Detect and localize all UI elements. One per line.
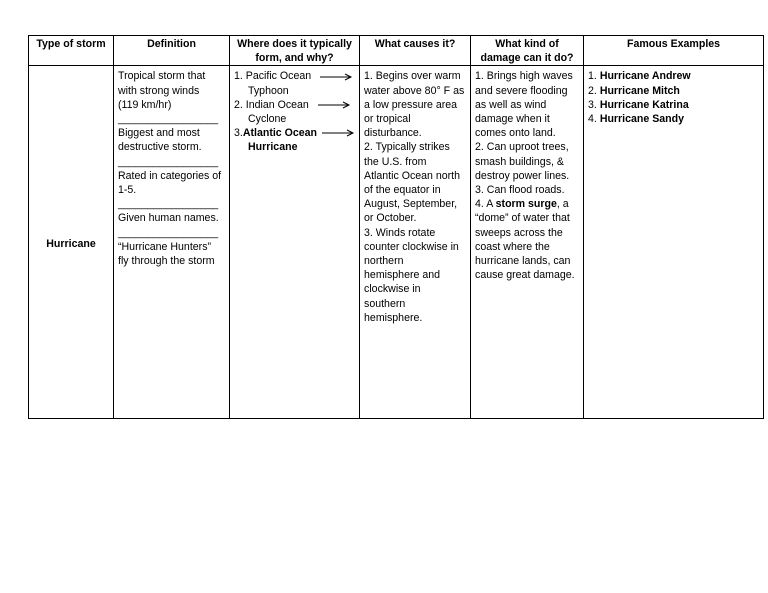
definition-line: _________________ (118, 226, 219, 239)
example-item (588, 84, 759, 98)
damage-line: 1. Brings high waves (475, 70, 573, 83)
where-item-3 (234, 126, 355, 140)
damage-line: destroy power lines. (475, 169, 570, 182)
where-item-3-sub: Hurricane (248, 141, 298, 154)
damage-line: and severe flooding (475, 84, 568, 97)
definition-line: (119 km/hr) (118, 98, 172, 111)
example-number: 3. (588, 98, 600, 111)
examples-cell (584, 66, 764, 419)
storm-type-cell: Hurricane (29, 66, 114, 419)
damage-line: damage when it (475, 113, 550, 126)
header-where-line2: form, and why? (255, 52, 334, 65)
example-item (588, 98, 759, 112)
header-definition: Definition (114, 36, 230, 66)
causes-line: 2. Typically strikes (364, 141, 450, 154)
causes-line: southern (364, 297, 406, 310)
where-item-1-text: 1. Pacific Ocean (234, 70, 312, 83)
causes-line: hemisphere. (364, 311, 423, 324)
damage-line: coast where the (475, 240, 550, 253)
definition-line: 1-5. (118, 184, 137, 197)
where-item-2 (234, 98, 355, 112)
header-causes: What causes it? (360, 36, 471, 66)
example-item (588, 112, 759, 126)
causes-line: counter clockwise in (364, 240, 459, 253)
header-where (230, 36, 360, 66)
damage-lines-a (475, 69, 579, 197)
example-name: Hurricane Sandy (599, 113, 685, 126)
damage-line: smash buildings, & (475, 155, 564, 168)
causes-line: a low pressure area (364, 98, 458, 111)
causes-line: hemisphere and (364, 269, 441, 282)
causes-line: or tropical (364, 113, 411, 126)
example-name: Hurricane Andrew (599, 70, 691, 83)
causes-line: the U.S. from (364, 155, 427, 168)
example-name: Hurricane Mitch (599, 84, 680, 97)
causes-cell (360, 66, 471, 419)
header-damage (471, 36, 584, 66)
causes-line: August, September, (364, 198, 458, 211)
damage-line: 2. Can uproot trees, (475, 141, 569, 154)
arrow-right-icon (317, 101, 351, 109)
damage-line: cause great damage. (475, 269, 575, 282)
definition-line: destructive storm. (118, 141, 202, 154)
damage-surge-term: storm surge (495, 198, 557, 211)
definition-line: “Hurricane Hunters” (118, 240, 212, 253)
causes-line: northern (364, 255, 404, 268)
where-item-2-text: 2. Indian Ocean (234, 98, 309, 111)
definition-line: Given human names. (118, 212, 219, 225)
header-row (29, 36, 764, 66)
definition-line: with strong winds (118, 84, 200, 97)
where-cell (230, 66, 360, 419)
where-item-3-text: Atlantic Ocean (242, 127, 318, 140)
header-damage-line2: damage can it do? (480, 52, 574, 65)
arrow-right-icon (321, 129, 355, 137)
example-number: 1. (588, 70, 600, 83)
definition-line: _________________ (118, 155, 219, 168)
example-item (588, 69, 759, 83)
definition-line: _________________ (118, 113, 219, 126)
header-examples: Famous Examples (584, 36, 764, 66)
definition-line: _________________ (118, 198, 219, 211)
causes-line: 1. Begins over warm (364, 70, 461, 83)
definition-line: fly through the storm (118, 255, 215, 268)
example-number: 4. (588, 113, 600, 126)
damage-lines-b (475, 211, 579, 282)
definition-cell (114, 66, 230, 419)
causes-line: of the equator in (364, 184, 441, 197)
damage-cell (471, 66, 584, 419)
damage-line: hurricane lands, can (475, 255, 571, 268)
damage-line: “dome” of water that (475, 212, 570, 225)
damage-line: 3. Can flood roads. (475, 184, 565, 197)
causes-line: clockwise in (364, 283, 421, 296)
header-where-line1: Where does it typically (237, 38, 352, 50)
damage-surge-pre: 4. A (475, 198, 496, 211)
definition-line: Tropical storm that (118, 70, 206, 83)
causes-line: disturbance. (364, 127, 422, 140)
where-item-1 (234, 69, 355, 83)
definition-line: Biggest and most (118, 127, 200, 140)
causes-line: or October. (364, 212, 417, 225)
causes-line: Atlantic Ocean north (364, 169, 461, 182)
causes-line: 3. Winds rotate (364, 226, 436, 239)
where-item-3-num: 3. (234, 127, 243, 140)
damage-surge-line (475, 197, 579, 211)
damage-line: comes onto land. (475, 127, 556, 140)
example-name: Hurricane Katrina (599, 98, 689, 111)
causes-line: water above 80° F as (364, 84, 465, 97)
header-type: Type of storm (29, 36, 114, 66)
damage-line: as well as wind (475, 98, 547, 111)
hurricane-row (29, 66, 764, 419)
header-damage-line1: What kind of (495, 38, 559, 50)
example-number: 2. (588, 84, 600, 97)
where-item-1-sub: Typhoon (248, 84, 289, 97)
arrow-right-icon (319, 73, 353, 81)
where-item-2-sub: Cyclone (248, 113, 287, 126)
damage-surge-post: , a (556, 198, 569, 211)
storm-table (28, 35, 764, 419)
damage-line: sweeps across the (475, 226, 563, 239)
definition-line: Rated in categories of (118, 169, 222, 182)
